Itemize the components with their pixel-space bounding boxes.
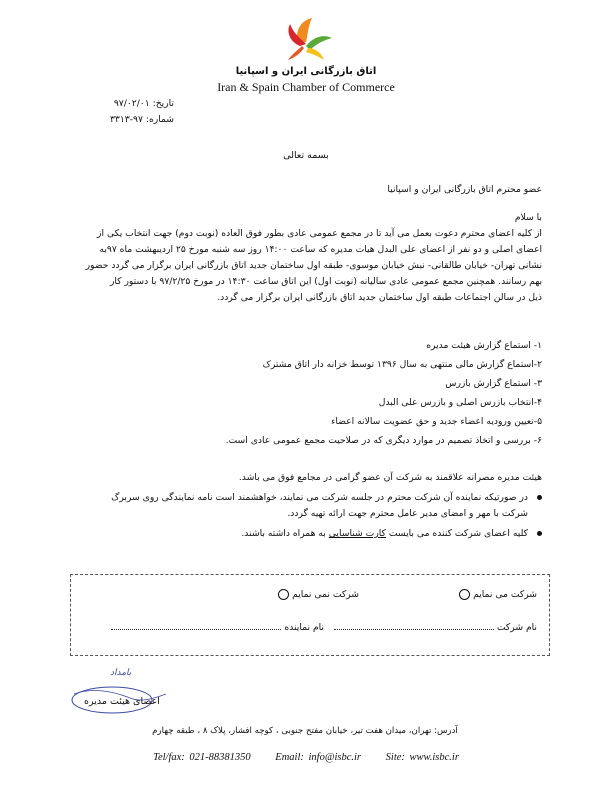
not-attend-option[interactable]	[278, 587, 359, 603]
org-name-fa: اتاق بازرگانی ایران و اسپانیا	[235, 66, 377, 77]
number-value: ۹۷-۳۳۱۳	[109, 114, 143, 125]
notes-list	[72, 490, 542, 542]
id-card-text: کارت شناسایی	[328, 528, 386, 539]
footer-email[interactable]: Email: info@isbc.ir	[275, 752, 362, 763]
body-line: بهم رسانند. همچنین مجمع عمومی عادی سالیانه (نوبت اول) این اتاق ساعت ۱۴:۳۰ در مورخ ۹۷/۲/۲۵ با دستور کار	[109, 276, 542, 287]
not-attend-radio[interactable]	[278, 589, 289, 600]
agenda-list	[172, 336, 542, 450]
rep-label: نام نماینده	[284, 622, 324, 633]
agenda-item: ۶- بررسی و اتخاذ تصمیم در موارد دیگری که در صلاحیت مجمع عمومی عادی است.	[225, 435, 542, 446]
bullet-icon	[537, 531, 542, 536]
note-text-post: به همراه داشته باشند.	[241, 528, 329, 539]
agenda-item: ۳- استماع گزارش بازرس	[445, 378, 542, 389]
rep-field[interactable]	[111, 619, 324, 636]
note-line: شرکت با مهر و امضای مدیر عامل محترم جهت ارائه تهیه گردد.	[287, 508, 528, 519]
note-item	[72, 490, 542, 522]
note-item	[72, 526, 542, 542]
number-label: شماره:	[145, 114, 174, 125]
org-name-en: Iran & Spain Chamber of Commerce	[217, 80, 395, 94]
reply-form	[70, 574, 550, 656]
note-text-pre: کلیه اعضای شرکت کننده می بایست	[385, 528, 528, 539]
footer-contact	[100, 752, 512, 763]
note-line: در صورتیکه نماینده آن شرکت محترم در جلسه شرکت می نمایند، خواهشمند است نامه نمایندگی روی سربرگ	[111, 492, 528, 503]
handwritten-mark: بامداد	[110, 668, 132, 678]
agenda-item: ۲-استماع گزارش مالی منتهی به سال ۱۳۹۶ توسط خزانه دار اتاق مشترک	[262, 359, 542, 370]
addressee: عضو محترم اتاق بازرگانی ایران و اسپانیا	[387, 184, 542, 195]
rep-input[interactable]	[111, 619, 281, 630]
number-line	[110, 112, 174, 127]
body-paragraph	[72, 226, 542, 306]
footer-site[interactable]: Site: www.isbc.ir	[385, 752, 459, 763]
signature-text: اعضای هیئت مدیره	[84, 696, 160, 707]
company-input[interactable]	[334, 619, 494, 630]
date-line	[114, 96, 174, 111]
chamber-logo	[276, 14, 336, 64]
closing-line: هیئت مدیره مصرانه علاقمند به شرکت آن عضو گرامی در مجامع فوق می باشد.	[238, 472, 542, 483]
company-field[interactable]	[334, 619, 537, 636]
agenda-item: ۵-تعیین ورودیه اعضاء جدید و حق عضویت سالانه اعضاء	[331, 416, 542, 427]
not-attend-label: شرکت نمی نمایم	[292, 589, 359, 600]
bismillah: بسمه تعالی	[283, 150, 329, 161]
attend-label: شرکت می نمایم	[473, 589, 537, 600]
body-line: ذیل در سالن اجتماعات طبقه اول ساختمان جدید اتاق بازرگانی ایران برگزار می گردد.	[217, 292, 542, 303]
attend-radio[interactable]	[459, 589, 470, 600]
footer-address: آدرس: تهران، میدان هفت تیر، خیابان مفتح جنوبی ، کوچه افشار، پلاک ۸ ، طبقه چهارم	[152, 726, 458, 736]
company-label: نام شرکت	[496, 622, 537, 633]
footer-telfax: Tel/fax: 021-88381350	[153, 752, 251, 763]
date-value: ۹۷/۰۲/۰۱	[113, 98, 150, 109]
body-line: نشانی تهران- خیابان طالقانی- نبش خیابان موسوی- طبقه اول ساختمان جدید اتاق بازرگانی ایران برگزار می گردد حضور	[85, 260, 542, 271]
bullet-icon	[537, 495, 542, 500]
body-line: از کلیه اعضای محترم دعوت بعمل می آید تا در مجمع عمومی عادی بطور فوق العاده (نوبت دوم) جهت انتخاب یکی از	[97, 228, 542, 239]
attend-option[interactable]	[459, 587, 537, 603]
agenda-item: ۴-انتخاب بازرس اصلی و بازرس علی البدل	[378, 397, 542, 408]
date-label: تاریخ:	[152, 98, 174, 109]
agenda-item: ۱- استماع گزارش هیئت مدیره	[426, 340, 542, 351]
greeting: با سلام	[514, 212, 542, 223]
body-line: اعضای اصلی و دو نفر از اعضای علی البدل هیات مدیره که ساعت ۱۴:۰۰ روز سه شنبه مورخ ۲۵ اردیبهشت ماه ۹۷به	[99, 244, 542, 255]
